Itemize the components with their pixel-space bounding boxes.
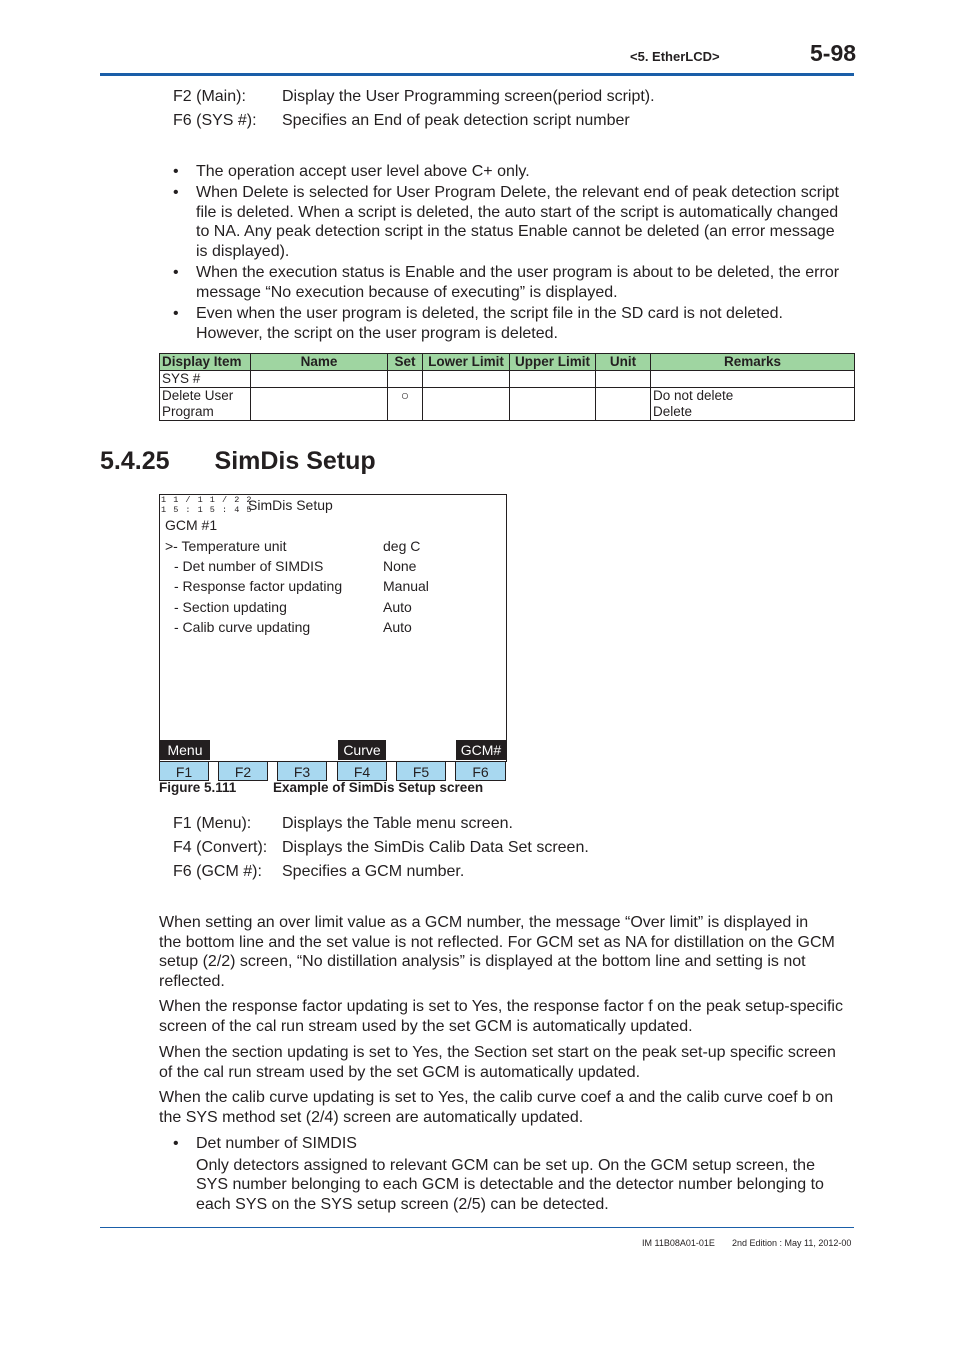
header-rule [100, 73, 854, 76]
menu-item-section-updating[interactable]: - Section updating [174, 599, 287, 615]
figure-caption: Example of SimDis Setup screen [273, 780, 484, 795]
section-title: SimDis Setup [214, 447, 376, 475]
table-row: Delete User Program ○ Do not delete Delete [160, 388, 855, 421]
section-number: 5.4.25 [100, 447, 170, 475]
softkey-gcm[interactable]: GCM# [456, 740, 506, 760]
menu-item-calib-curve[interactable]: - Calib curve updating [174, 619, 311, 635]
fkey-f6-gcm-label: F6 (GCM #): [173, 863, 262, 880]
paragraph: When setting an over limit value as a GCM number, the message “Over limit” is displayed in the bottom line and the set value is not reflected. For GCM set as NA for distillation on the GCM setup (2/2) screen, “No distillation analysis” is displayed at the bottom line and setting is not reflected. [159, 914, 835, 990]
bullet-item: • Det number of SIMDIS Only detectors assigned to relevant GCM can be set up. On the GCM setup screen, the SYS number belonging to each GCM is detectable and the detector number belonging to each SYS on the SYS setup screen (2/5) can be detected. [173, 1135, 824, 1213]
softkey-curve[interactable]: Curve [338, 740, 386, 760]
col-set: Set [388, 354, 423, 371]
f1-button[interactable]: F1 [159, 761, 209, 781]
fkey-f1-desc: Displays the Table menu screen. [282, 815, 513, 832]
f4-button[interactable]: F4 [337, 761, 387, 781]
header-section: <5. EtherLCD> [630, 49, 720, 64]
bullet-item: • Even when the user program is deleted, the script file in the SD card is not deleted. However, the script on the user program is deleted. [173, 305, 783, 342]
settings-table [159, 353, 855, 421]
value-det-number[interactable]: None [383, 558, 417, 574]
softkey-menu[interactable]: Menu [160, 740, 210, 760]
col-upper-limit: Upper Limit [510, 354, 596, 371]
footer-doc-id: IM 11B08A01-01E [642, 1238, 715, 1248]
fkey-bar [159, 761, 506, 781]
fkey-f2-desc: Display the User Programming screen(period script). [282, 88, 655, 105]
value-temperature-unit[interactable]: deg C [383, 538, 421, 554]
bullet-item: • When Delete is selected for User Program Delete, the relevant end of peak detection script file is deleted. When a script is deleted, the auto start of the script is automatically changed to NA. Any peak detection script in the status Enable cannot be deleted (an error message is displayed). [173, 184, 839, 260]
value-section-updating[interactable]: Auto [383, 599, 412, 615]
fkey-f6-label: F6 (SYS #): [173, 112, 257, 129]
menu-item-temperature-unit[interactable]: >- Temperature unit [165, 538, 287, 554]
simdis-setup-screen [159, 494, 507, 762]
fkey-f1-label: F1 (Menu): [173, 815, 252, 832]
fkey-f4-label: F4 (Convert): [173, 839, 268, 856]
table-row: SYS # [160, 371, 855, 388]
bullet-item: • The operation accept user level above C+ only. [173, 163, 530, 180]
value-response-factor[interactable]: Manual [383, 578, 429, 594]
col-name: Name [251, 354, 388, 371]
figure-number: Figure 5.111 [159, 780, 237, 795]
f2-button[interactable]: F2 [218, 761, 268, 781]
fkey-f6-gcm-desc: Specifies a GCM number. [282, 863, 465, 880]
col-remarks: Remarks [651, 354, 855, 371]
f6-button[interactable]: F6 [455, 761, 506, 781]
gcm-label: GCM #1 [165, 517, 218, 533]
bullet-title: Det number of SIMDIS [196, 1135, 357, 1152]
paragraph: When the calib curve updating is set to Yes, the calib curve coef a and the calib curve coef b on the SYS method set (2/4) screen are automatically updated. [159, 1089, 834, 1126]
menu-item-det-number[interactable]: - Det number of SIMDIS [174, 558, 324, 574]
datetime-display: 1 1 / 1 1 / 2 2 1 5 : 1 5 : 4 5 [161, 495, 253, 515]
screen-title: SimDis Setup [248, 497, 333, 513]
fkey-f4-desc: Displays the SimDis Calib Data Set screen. [282, 839, 589, 856]
col-unit: Unit [596, 354, 651, 371]
menu-item-response-factor[interactable]: - Response factor updating [174, 578, 343, 594]
fkey-f6-desc: Specifies an End of peak detection script number [282, 112, 630, 129]
fkey-f2-label: F2 (Main): [173, 88, 246, 105]
footer-rule [100, 1227, 854, 1228]
paragraph: When the section updating is set to Yes, the Section set start on the peak set-up specific screen of the cal run stream used by the set GCM is automatically updated. [159, 1044, 836, 1081]
f3-button[interactable]: F3 [277, 761, 327, 781]
set-circle: ○ [388, 388, 423, 421]
table-header-row [160, 354, 855, 371]
footer-edition: 2nd Edition : May 11, 2012-00 [732, 1238, 852, 1248]
col-lower-limit: Lower Limit [423, 354, 510, 371]
bullet-item: • When the execution status is Enable and the user program is about to be deleted, the error message “No execution because of executing” is displayed. [173, 264, 840, 301]
section-heading [100, 447, 376, 476]
value-calib-curve[interactable]: Auto [383, 619, 412, 635]
page-number: 5-98 [810, 40, 857, 66]
col-display-item: Display Item [160, 354, 251, 371]
paragraph: When the response factor updating is set to Yes, the response factor f on the peak setup-specific screen of the cal run stream used by the set GCM is automatically updated. [159, 998, 843, 1035]
f5-button[interactable]: F5 [396, 761, 446, 781]
